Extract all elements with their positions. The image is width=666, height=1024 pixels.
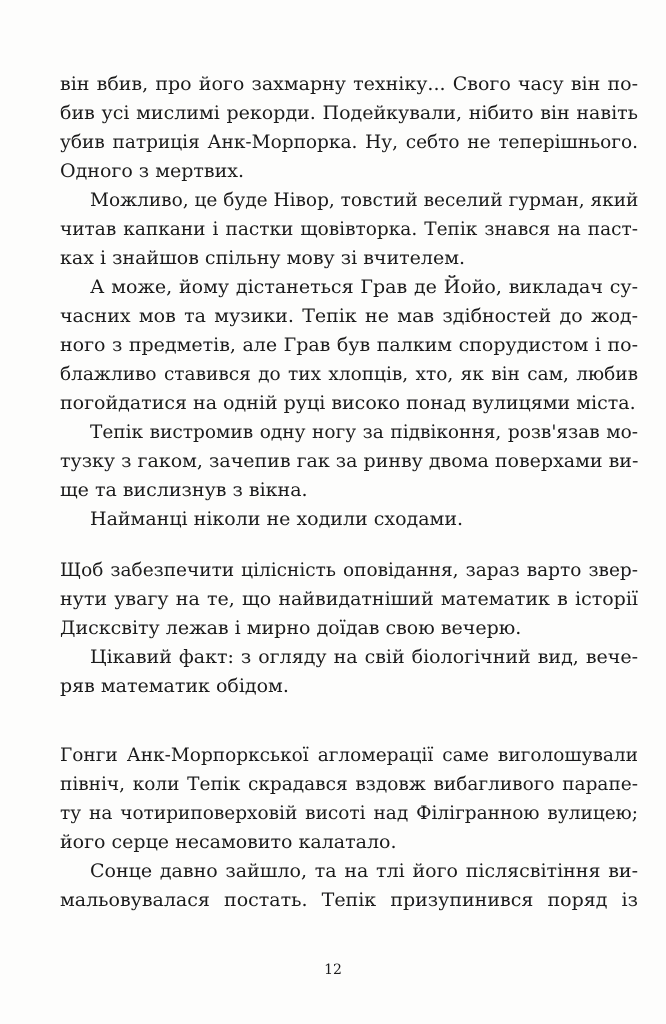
text-section-2 [60,556,638,701]
text-line: ще та вислизнув з вікна. [60,479,308,501]
text-line: північ, коли Тепік скрадався вздовж вибагливого парапе- [60,774,638,795]
text-line: ках і знайшов спільну мову зі вчителем. [60,247,466,269]
text-line: ту на чотириповерховій висоті над Філігранною вулицею; [60,803,638,824]
text-line: блажливо ставився до тих хлопців, хто, як він сам, любив [60,364,638,385]
text-section-1 [60,70,638,534]
paragraph [60,186,638,273]
paragraph [60,556,638,643]
text-line: бив усі мислимі рекорди. Подейкували, нібито він навіть [60,102,638,124]
text-line: ряв математик обідом. [60,675,289,697]
text-line: Можливо, це буде Нівор, товстий веселий гурман, який [90,190,638,211]
text-line: мальовувалася постать. Тепік призупинився поряд із [60,889,638,911]
paragraph [60,741,638,857]
page-number: 12 [324,962,342,978]
text-line: Одного з мертвих. [60,160,245,182]
text-line: Сонце давно зайшло, та на тлі його післясвітіння ви- [90,860,638,882]
text-line: Тепік вистромив одну ногу за підвіконня, розв'язав мо- [90,422,638,443]
paragraph [60,643,638,701]
text-line: його серце несамовито калатало. [60,831,397,853]
paragraph [60,418,638,505]
text-line: А може, йому дістанеться Грав де Йойо, викладач су- [90,276,638,298]
text-line: часних мов та музики. Тепік не мав здібностей до жод- [60,305,638,327]
paragraph [60,857,638,915]
text-line: нути увагу на те, що найвидатніший математик в історії [60,588,638,610]
text-line: Гонги Анк-Морпоркської агломерації саме виголошували [60,745,638,766]
text-line: Щоб забезпечити цілісність оповідання, зараз варто звер- [60,560,638,581]
text-line: Цікавий факт: з огляду на свій біологічний вид, вече- [90,646,638,668]
text-section-3 [60,741,638,915]
text-line: Найманці ніколи не ходили сходами. [90,508,464,530]
text-line: убив патриція Анк-Морпорка. Ну, себто не теперішнього. [60,132,638,153]
paragraph [60,273,638,418]
text-line: Дисксвіту лежав і мирно доїдав свою вечерю. [60,617,522,639]
text-line: тузку з гаком, зачепив гак за ринву двома поверхами ви- [60,450,638,472]
text-line: він вбив, про його захмарну техніку... Свого часу він по- [60,73,638,95]
paragraph [60,70,638,186]
text-line: читав капкани і пастки щовівторка. Тепік знався на паст- [60,219,638,240]
paragraph [60,505,638,534]
text-line: ного з предметів, але Грав був палким спорудистом і по- [60,334,638,356]
text-line: погойдатися на одній руці високо понад вулицями міста. [60,392,636,414]
